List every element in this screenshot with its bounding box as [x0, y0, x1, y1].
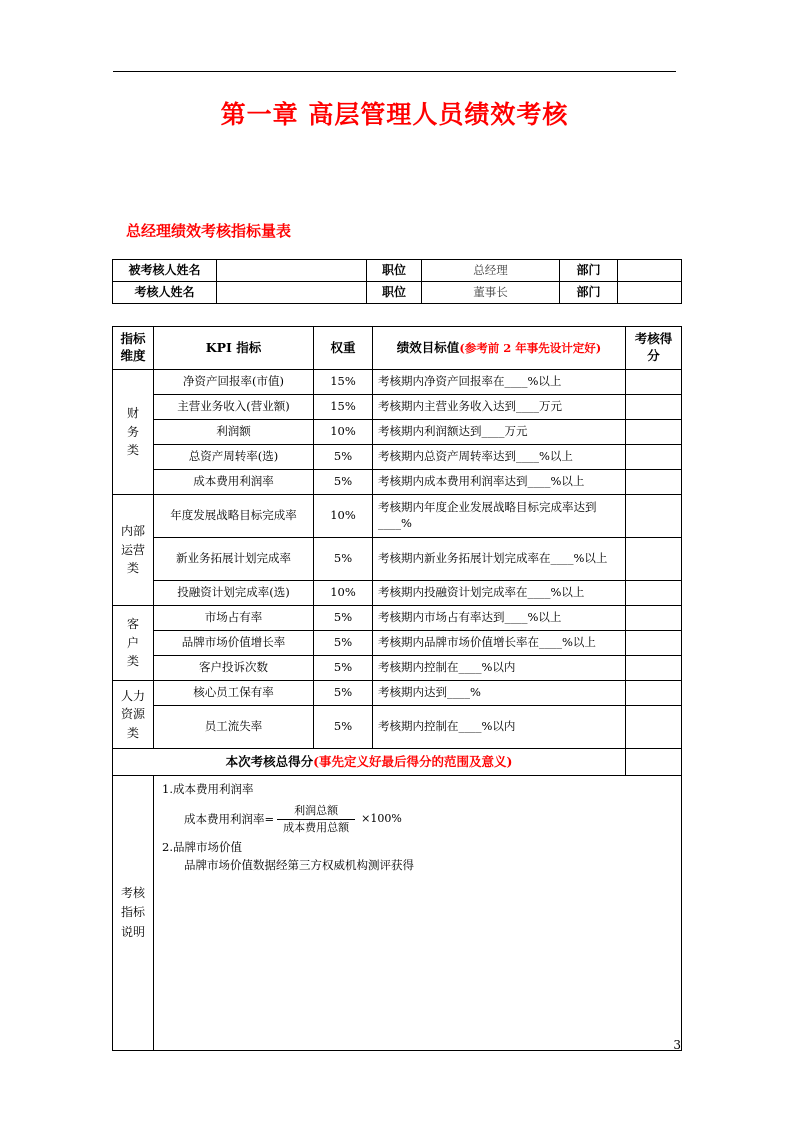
- table-row: [113, 495, 682, 538]
- kpi-score-field[interactable]: [626, 606, 682, 631]
- assessor-position-value[interactable]: 董事长: [422, 282, 560, 304]
- explanation-item1-heading: 1.成本费用利润率: [162, 782, 254, 796]
- kpi-name: 品牌市场价值增长率: [154, 631, 314, 656]
- kpi-weight: 10%: [314, 420, 373, 445]
- dimension-line: 客: [126, 617, 139, 632]
- kpi-score-field[interactable]: [626, 395, 682, 420]
- dimension-line: 务: [126, 424, 139, 439]
- kpi-weight: 5%: [314, 538, 373, 581]
- formula-fraction: [277, 804, 355, 837]
- kpi-weight: 5%: [314, 656, 373, 681]
- kpi-score-field[interactable]: [626, 495, 682, 538]
- assessee-department-field[interactable]: [618, 260, 682, 282]
- explanation-label-line: 指标: [120, 905, 145, 920]
- kpi-weight: 10%: [314, 581, 373, 606]
- dimension-cell-internal-operations: [113, 495, 154, 606]
- page-title: 第一章 高层管理人员绩效考核: [220, 100, 569, 129]
- assessee-position-label: 职位: [367, 260, 422, 282]
- kpi-weight: 5%: [314, 445, 373, 470]
- page-number: 3: [673, 1038, 681, 1052]
- formula-lhs: 成本费用利润率=: [184, 812, 275, 827]
- kpi-weight: 5%: [314, 470, 373, 495]
- total-score-label: [113, 749, 626, 776]
- kpi-name: 总资产周转率(选): [154, 445, 314, 470]
- header-target-note: (参考前 2 年事先设计定好): [459, 340, 602, 355]
- kpi-target: 考核期内新业务拓展计划完成率在____%以上: [373, 538, 626, 581]
- table-row: [113, 706, 682, 749]
- table-row: [113, 445, 682, 470]
- kpi-assessment-table: [112, 326, 682, 1051]
- kpi-name: 投融资计划完成率(选): [154, 581, 314, 606]
- assessor-position-label: 职位: [367, 282, 422, 304]
- table-row: [113, 370, 682, 395]
- dimension-cell-customer: [113, 606, 154, 681]
- kpi-weight: 10%: [314, 495, 373, 538]
- kpi-target: 考核期内市场占有率达到____%以上: [373, 606, 626, 631]
- kpi-score-field[interactable]: [626, 581, 682, 606]
- explanation-item2-heading: 2.品牌市场价值: [162, 840, 242, 855]
- total-score-label-black: 本次考核总得分: [225, 753, 314, 769]
- header-dimension-line1: 指标: [120, 331, 146, 347]
- assessee-name-field[interactable]: [217, 260, 367, 282]
- table-row: [113, 656, 682, 681]
- kpi-weight: 5%: [314, 631, 373, 656]
- header-score: 考核得分: [626, 327, 682, 370]
- kpi-target: 考核期内利润额达到____万元: [373, 420, 626, 445]
- kpi-score-field[interactable]: [626, 681, 682, 706]
- kpi-score-field[interactable]: [626, 370, 682, 395]
- table-row: [113, 631, 682, 656]
- table-row: [113, 606, 682, 631]
- kpi-score-field[interactable]: [626, 470, 682, 495]
- assessor-department-field[interactable]: [618, 282, 682, 304]
- dimension-line: 财: [126, 406, 139, 421]
- table-row: [113, 282, 682, 304]
- dimension-line: 类: [126, 654, 139, 669]
- explanation-item2-body: 品牌市场价值数据经第三方权威机构测评获得: [184, 857, 414, 872]
- assessee-position-value[interactable]: 总经理: [422, 260, 560, 282]
- kpi-target: 考核期内达到____%: [373, 681, 626, 706]
- assessor-name-field[interactable]: [217, 282, 367, 304]
- table-row: [113, 538, 682, 581]
- dimension-line: 运营: [120, 542, 145, 557]
- section-title: 总经理绩效考核指标量表: [126, 222, 292, 240]
- explanation-label-line: 考核: [120, 886, 145, 901]
- kpi-target: 考核期内品牌市场价值增长率在____%以上: [373, 631, 626, 656]
- table-row: [113, 260, 682, 282]
- header-target: [373, 327, 626, 370]
- table-row: [113, 420, 682, 445]
- total-score-label-note: (事先定义好最后得分的范围及意义): [313, 753, 513, 769]
- dimension-line: 户: [126, 635, 139, 650]
- header-weight: 权重: [314, 327, 373, 370]
- kpi-name: 市场占有率: [154, 606, 314, 631]
- header-rule: [113, 71, 676, 72]
- cost-profit-ratio-formula: [184, 804, 402, 837]
- kpi-weight: 5%: [314, 706, 373, 749]
- header-dimension-line2: 维度: [120, 348, 146, 363]
- dimension-cell-finance: [113, 370, 154, 495]
- table-header-row: [113, 327, 682, 370]
- dimension-line: 资源: [120, 707, 145, 722]
- header-kpi: KPI 指标: [154, 327, 314, 370]
- explanation-label: [113, 776, 154, 1051]
- table-row: [113, 395, 682, 420]
- kpi-score-field[interactable]: [626, 706, 682, 749]
- total-score-row: [113, 749, 682, 776]
- formula-suffix: ×100%: [361, 812, 402, 826]
- kpi-name: 主营业务收入(营业额): [154, 395, 314, 420]
- dimension-cell-human-resources: [113, 681, 154, 749]
- table-row: [113, 470, 682, 495]
- kpi-target: 考核期内控制在____%以内: [373, 656, 626, 681]
- assessee-department-label: 部门: [560, 260, 618, 282]
- kpi-name: 客户投诉次数: [154, 656, 314, 681]
- kpi-target: 考核期内投融资计划完成率在____%以上: [373, 581, 626, 606]
- dimension-line: 内部: [120, 524, 145, 539]
- formula-numerator: 利润总额: [277, 804, 355, 821]
- dimension-line: 人力: [120, 688, 145, 703]
- explanation-row: [113, 776, 682, 1051]
- dimension-line: 类: [126, 561, 139, 576]
- kpi-target: 考核期内主营业务收入达到____万元: [373, 395, 626, 420]
- assessor-name-label: 考核人姓名: [113, 282, 217, 304]
- dimension-line: 类: [126, 725, 139, 740]
- explanation-label-line: 说明: [120, 924, 145, 939]
- formula-denominator: 成本费用总额: [283, 821, 350, 835]
- kpi-score-field[interactable]: [626, 420, 682, 445]
- kpi-target: 考核期内成本费用利润率达到____%以上: [373, 470, 626, 495]
- kpi-target: 考核期内净资产回报率在____%以上: [373, 370, 626, 395]
- kpi-score-field[interactable]: [626, 631, 682, 656]
- assessee-name-label: 被考核人姓名: [113, 260, 217, 282]
- kpi-name: 利润额: [154, 420, 314, 445]
- kpi-name: 核心员工保有率: [154, 681, 314, 706]
- kpi-target: 考核期内控制在____%以内: [373, 706, 626, 749]
- total-score-field[interactable]: [626, 749, 682, 776]
- table-row: [113, 581, 682, 606]
- kpi-name: 净资产回报率(市值): [154, 370, 314, 395]
- kpi-name: 员工流失率: [154, 706, 314, 749]
- kpi-target: 考核期内总资产周转率达到____%以上: [373, 445, 626, 470]
- kpi-name: 新业务拓展计划完成率: [154, 538, 314, 581]
- kpi-weight: 5%: [314, 606, 373, 631]
- kpi-target: 考核期内年度企业发展战略目标完成率达到____%: [373, 495, 626, 538]
- dimension-line: 类: [126, 443, 139, 458]
- header-dimension: [113, 327, 154, 370]
- kpi-score-field[interactable]: [626, 656, 682, 681]
- kpi-weight: 15%: [314, 370, 373, 395]
- explanation-body: [154, 776, 682, 1051]
- assessor-department-label: 部门: [560, 282, 618, 304]
- kpi-weight: 5%: [314, 681, 373, 706]
- kpi-score-field[interactable]: [626, 538, 682, 581]
- kpi-name: 成本费用利润率: [154, 470, 314, 495]
- table-row: [113, 681, 682, 706]
- kpi-name: 年度发展战略目标完成率: [154, 495, 314, 538]
- kpi-score-field[interactable]: [626, 445, 682, 470]
- assessee-info-table: [112, 259, 682, 304]
- header-target-black: 绩效目标值: [396, 339, 460, 355]
- kpi-weight: 15%: [314, 395, 373, 420]
